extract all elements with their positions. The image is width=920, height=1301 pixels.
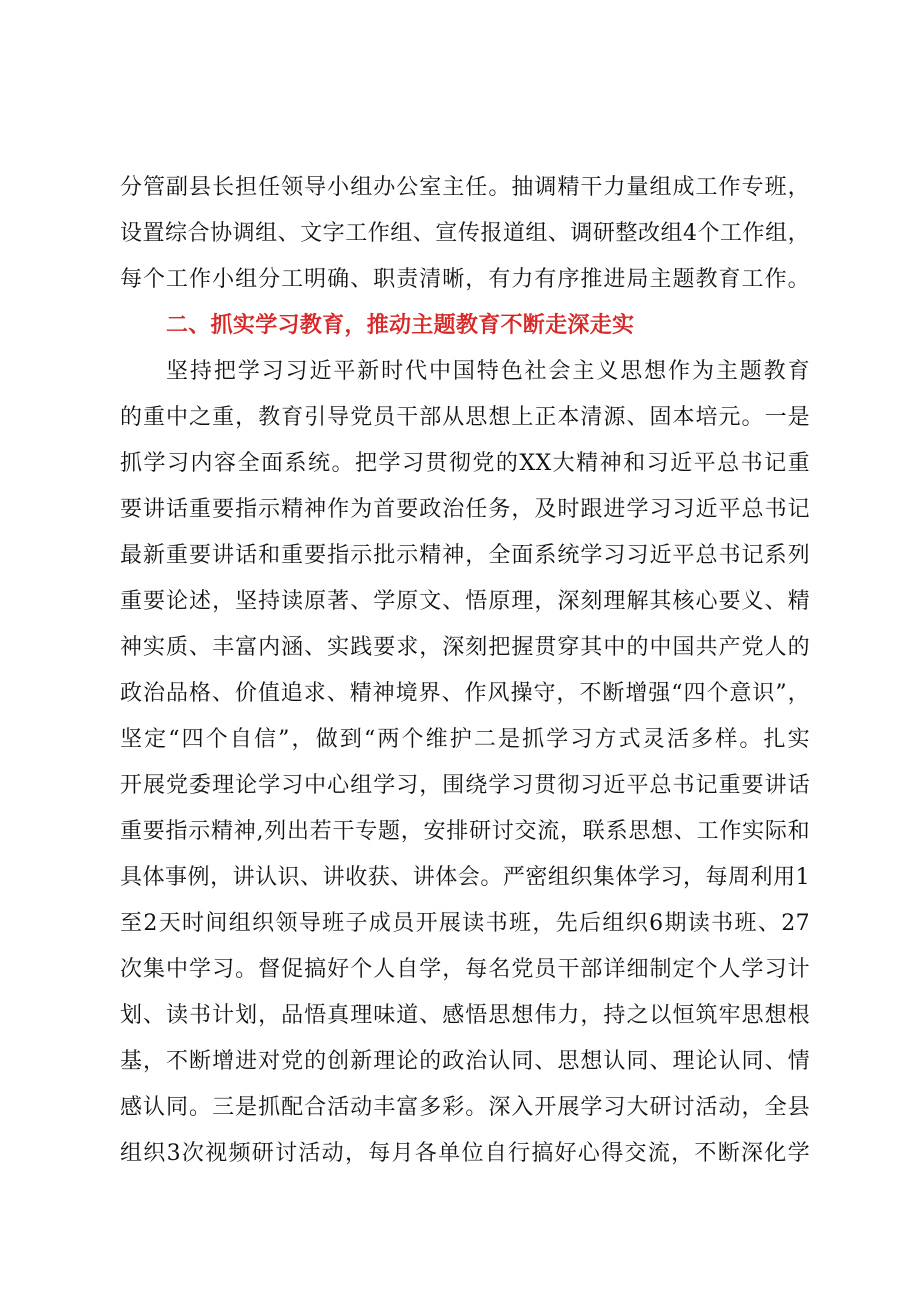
paragraph-line: 重要论述，坚持读原著、学原文、悟原理，深刻理解其核心要义、精: [120, 589, 810, 614]
paragraph-line: 感认同。三是抓配合活动丰富多彩。深入开展学习大研讨活动，全县: [120, 1095, 810, 1120]
paragraph-line: 开展党委理论学习中心组学习，围绕学习贯彻习近平总书记重要讲话: [120, 773, 810, 798]
paragraph-line: 具体事例，讲认识、讲收获、讲体会。严密组织集体学习，每周利用1: [120, 865, 810, 890]
paragraph-line: 重要指示精神,列出若干专题，安排研讨交流，联系思想、工作实际和: [120, 819, 810, 844]
paragraph-line: 最新重要讲话和重要指示批示精神，全面系统学习习近平总书记系列: [120, 543, 810, 568]
paragraph-line: 神实质、丰富内涵、实践要求，深刻把握贯穿其中的中国共产党人的: [120, 635, 810, 660]
paragraph-line: 至2天时间组织领导班子成员开展读书班，先后组织6期读书班、27: [120, 911, 810, 936]
paragraph-first-line: 坚持把学习习近平新时代中国特色社会主义思想作为主题教育: [166, 359, 810, 384]
paragraph-line: 组织3次视频研讨活动，每月各单位自行搞好心得交流，不断深化学: [120, 1141, 810, 1166]
paragraph-line: 基，不断增进对党的创新理论的政治认同、思想认同、理论认同、情: [120, 1049, 810, 1074]
paragraph-line: 政治品格、价值追求、精神境界、作风操守，不断增强“四个意识”，: [120, 681, 810, 706]
paragraph-line: 划、读书计划，品悟真理味道、感悟思想伟力，持之以恒筑牢思想根: [120, 1003, 810, 1028]
paragraph-line: 坚定“四个自信”，做到“两个维护二是抓学习方式灵活多样。扎实: [120, 727, 810, 752]
paragraph-line: 分管副县长担任领导小组办公室主任。抽调精干力量组成工作专班，: [120, 175, 810, 200]
paragraph-line: 的重中之重，教育引导党员干部从思想上正本清源、固本培元。一是: [120, 405, 810, 430]
paragraph-line: 要讲话重要指示精神作为首要政治任务，及时跟进学习习近平总书记: [120, 497, 810, 522]
paragraph-line: 每个工作小组分工明确、职责清晰，有力有序推进局主题教育工作。: [120, 267, 810, 292]
section-heading: 二、抓实学习教育，推动主题教育不断走深走实: [166, 313, 635, 338]
paragraph-line: 次集中学习。督促搞好个人自学，每名党员干部详细制定个人学习计: [120, 957, 810, 982]
paragraph-line: 抓学习内容全面系统。把学习贯彻党的XX大精神和习近平总书记重: [120, 451, 810, 476]
paragraph-line: 设置综合协调组、文字工作组、宣传报道组、调研整改组4个工作组，: [120, 221, 810, 246]
